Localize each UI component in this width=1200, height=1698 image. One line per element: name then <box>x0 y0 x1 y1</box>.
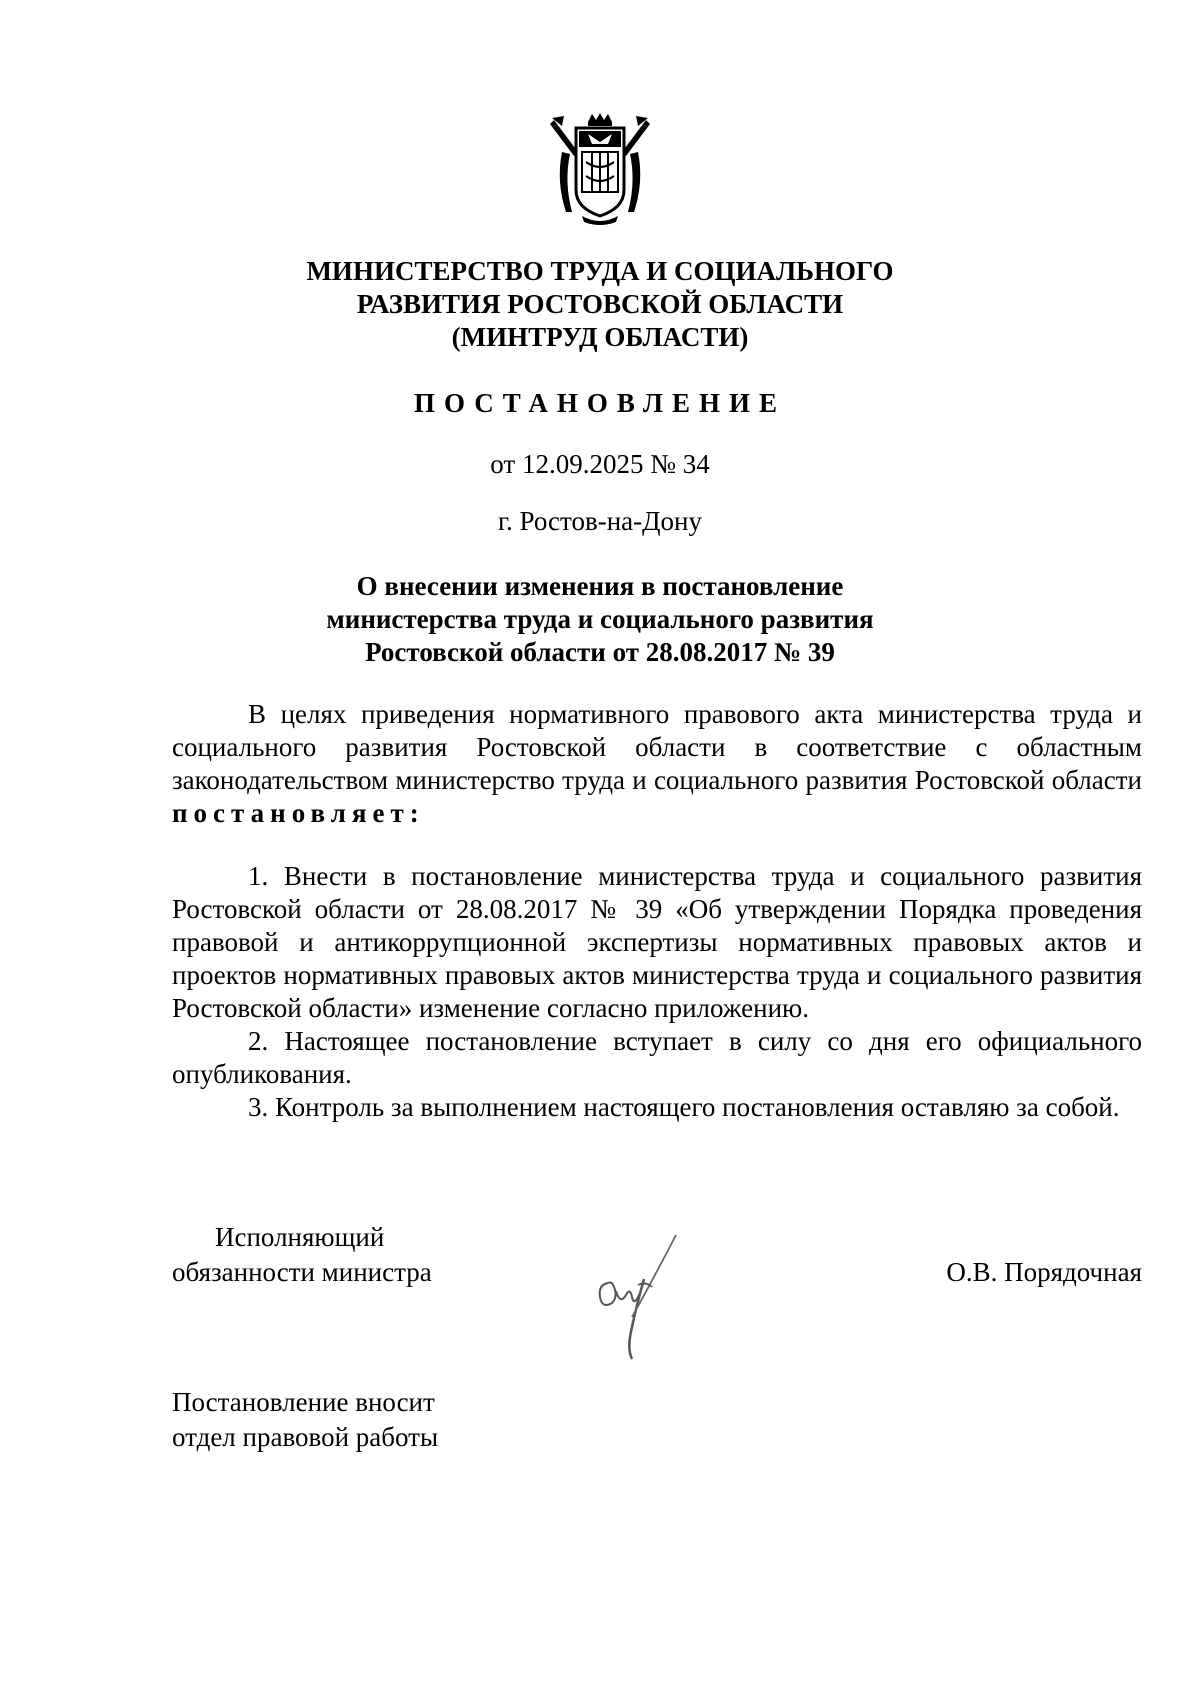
org-line-2: РАЗВИТИЯ РОСТОВСКОЙ ОБЛАСТИ <box>356 289 844 319</box>
handwritten-signature-icon <box>590 1225 690 1365</box>
position-line-2: обязанности министра <box>172 1257 432 1287</box>
preamble <box>172 698 1142 830</box>
signatory-position <box>172 1220 432 1290</box>
org-line-1: МИНИСТЕРСТВО ТРУДА И СОЦИАЛЬНОГО <box>306 256 894 286</box>
title-line-2: министерства труда и социального развития <box>326 604 874 634</box>
item-2: 2. Настоящее постановление вступает в силу со дня его официального опубликования. <box>172 1026 1142 1089</box>
item-1: 1. Внести в постановление министерства труда и социального развития Ростовской области от 28.08.2017 № 39 «Об утверждении Порядка проведения правовой и антикоррупционной экспертизы нормативных правовых актов и проектов нормативных правовых актов министерства труда и социального развития Ростовской области» изменение согласно приложению. <box>172 861 1142 1023</box>
org-line-3: (МИНТРУД ОБЛАСТИ) <box>451 322 749 352</box>
footer-note <box>172 1385 438 1455</box>
footer-line-2: отдел правовой работы <box>172 1422 439 1452</box>
preamble-text: В целях приведения нормативного правового акта министерства труда и социального развития Ростовской области в соответствие с областным законодательством министерство труда и социального развития Ростовской области <box>172 699 1142 795</box>
date-number: от 12.09.2025 № 34 <box>490 449 710 479</box>
preamble-keyword: постановляет: <box>172 798 425 828</box>
title-line-1: О внесении изменения в постановление <box>356 571 844 601</box>
org-name <box>0 255 1200 354</box>
signatory-name: О.В. Порядочная <box>946 1257 1142 1287</box>
resolution-items <box>172 860 1142 1124</box>
document-type: ПОСТАНОВЛЕНИЕ <box>413 388 787 418</box>
coat-of-arms-icon <box>548 112 652 228</box>
title-line-3: Ростовской области от 28.08.2017 № 39 <box>365 637 835 667</box>
city: г. Ростов-на-Дону <box>497 506 702 536</box>
footer-line-1: Постановление вносит <box>172 1387 435 1417</box>
position-line-1: Исполняющий <box>215 1222 385 1252</box>
item-3: 3. Контроль за выполнением настоящего постановления оставляю за собой. <box>248 1092 1120 1122</box>
document-title <box>0 570 1200 669</box>
